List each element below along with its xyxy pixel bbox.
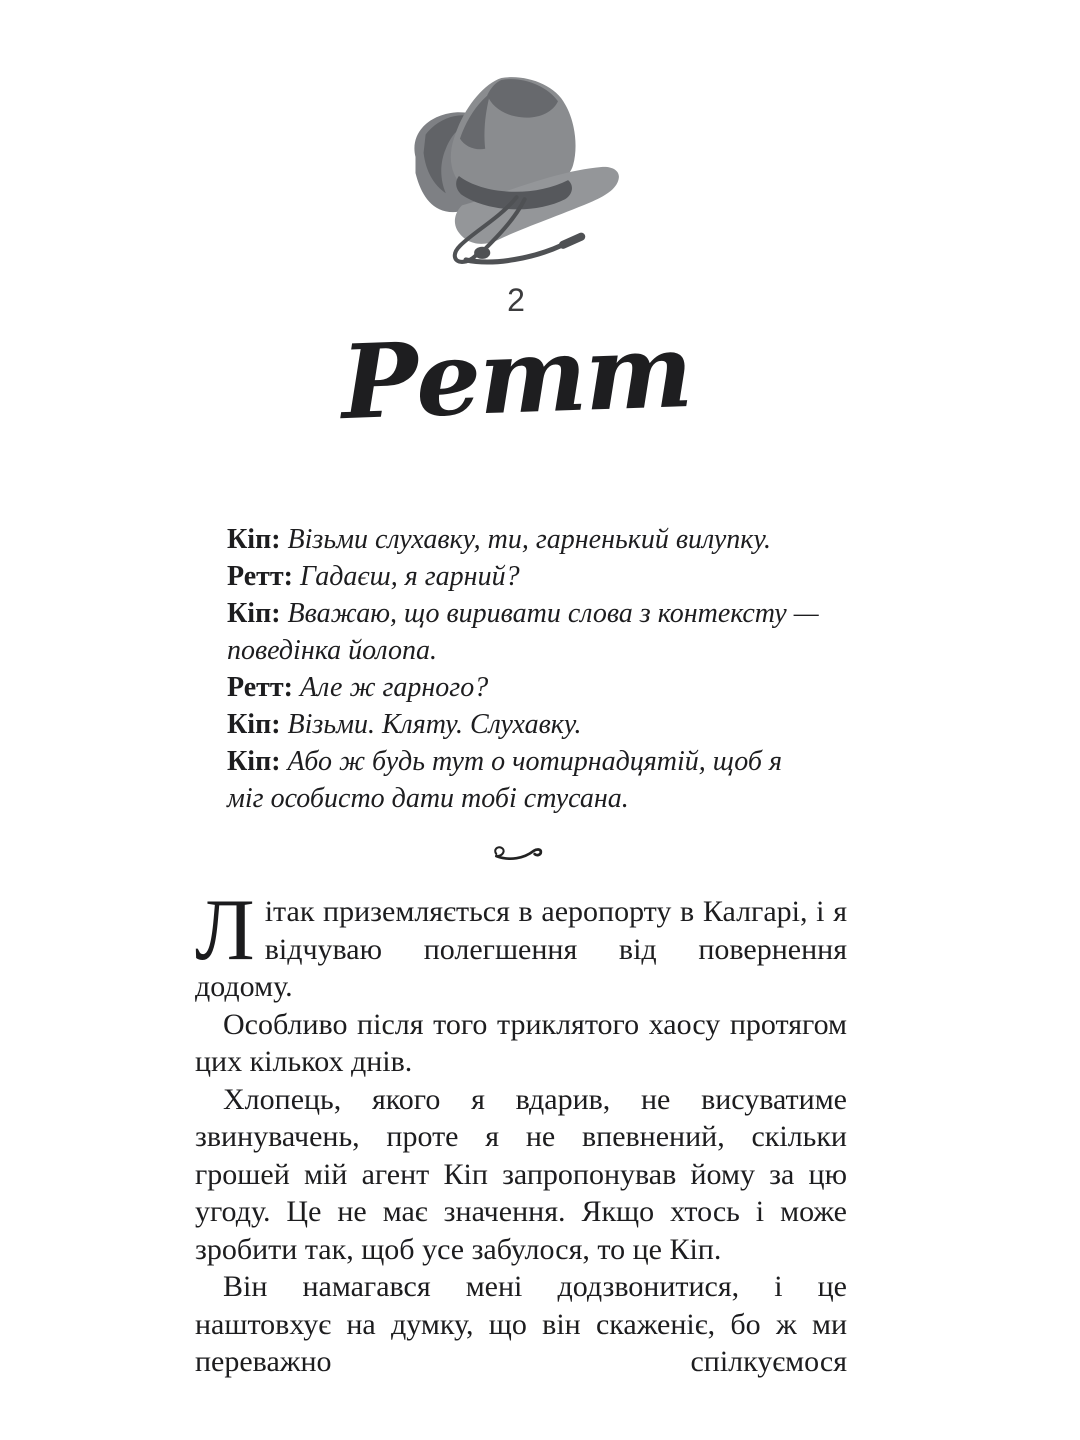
dialogue-speaker: Кіп: — [227, 524, 281, 555]
paragraph-text: ітак приземляється в аеропорту в Калгарі, і я відчуваю полегшення від повернення додому. — [195, 895, 847, 1003]
dialogue-text: Візьми слухавку, ти, гарненький вилупку. — [287, 524, 772, 555]
dialogue-line — [227, 669, 819, 706]
dialogue-text: Візьми. Кляту. Слухавку. — [287, 709, 582, 740]
dialogue-speaker: Кіп: — [227, 598, 281, 629]
chapter-title: Ретт — [339, 310, 693, 444]
dialogue-block — [227, 521, 819, 817]
dialogue-line — [227, 743, 819, 817]
dialogue-speaker: Ретт: — [227, 672, 293, 703]
dialogue-line — [227, 521, 819, 558]
body-paragraph: Хлопець, якого я вдарив, не висуватиме звинувачень, проте я не впевнений, скільки грошей мій агент Кіп запропонував йому за цю угоду. Це не має значення. Якщо хтось і може зробити так, щоб усе забулося, то це Кіп. — [195, 1082, 847, 1266]
hat-strap-toggle — [563, 237, 581, 245]
dialogue-text: Гадаєш, я гарний? — [300, 561, 520, 592]
dialogue-speaker: Кіп: — [227, 709, 281, 740]
calligraphic-flourish-icon — [487, 842, 545, 864]
dialogue-line — [227, 706, 819, 743]
dialogue-text: Або ж будь тут о чотирнадцятій, щоб я міг особисто дати тобі стусана. — [227, 746, 782, 814]
dialogue-speaker: Кіп: — [227, 746, 281, 777]
dialogue-text: Але ж гарного? — [300, 672, 489, 703]
flourish-divider — [0, 842, 1032, 869]
dialogue-line — [227, 595, 819, 669]
chapter-number: 2 — [507, 282, 525, 318]
body-paragraph: Він намагався мені додзвонитися, і це наштовхує на думку, що він скаженіє, бо ж ми переважно спілкуємося — [195, 1270, 847, 1378]
cowboy-hat-icon — [403, 76, 621, 268]
dialogue-line — [227, 558, 819, 595]
body-paragraph: Особливо після того триклятого хаосу протягом цих кількох днів. — [195, 1007, 847, 1078]
body-paragraph — [195, 882, 847, 1006]
dialogue-speaker: Ретт: — [227, 561, 293, 592]
body-text — [195, 882, 847, 1381]
dialogue-text: Вважаю, що виривати слова з контексту — поведінка йолопа. — [227, 598, 819, 666]
hat-strap-knot — [474, 247, 490, 259]
drop-cap: Л — [195, 882, 255, 979]
